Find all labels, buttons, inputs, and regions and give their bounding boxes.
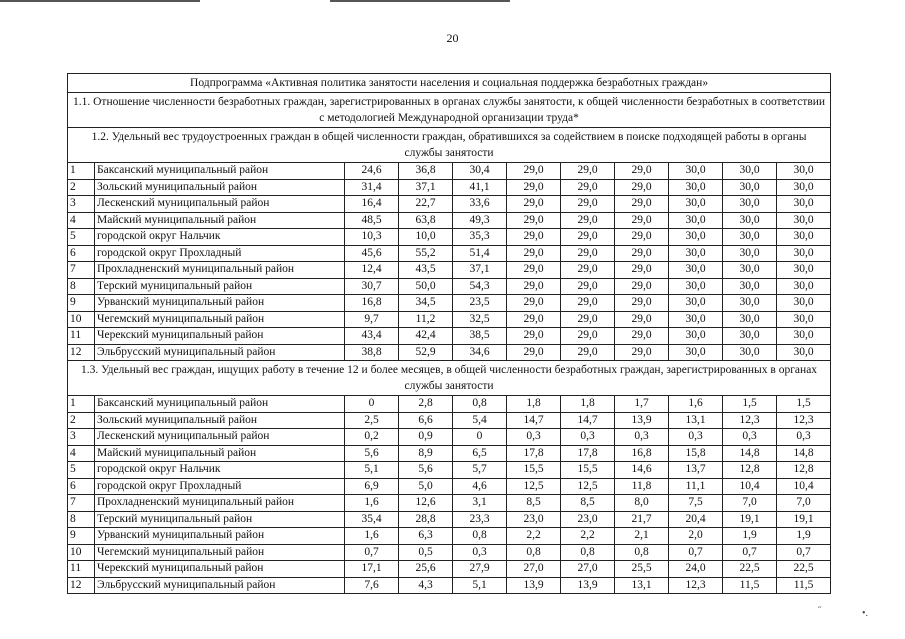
value-cell: 30,0: [777, 328, 831, 345]
value-cell: 29,0: [507, 328, 561, 345]
value-cell: 12,5: [561, 478, 615, 495]
value-cell: 2,0: [669, 528, 723, 545]
value-cell: 1,5: [777, 396, 831, 413]
value-cell: 0,8: [453, 528, 507, 545]
value-cell: 0,3: [669, 429, 723, 446]
value-cell: 0,3: [777, 429, 831, 446]
value-cell: 29,0: [507, 295, 561, 312]
district-name: Черекский муниципальный район: [95, 561, 345, 578]
value-cell: 1,7: [615, 396, 669, 413]
value-cell: 29,0: [561, 328, 615, 345]
value-cell: 29,0: [615, 245, 669, 262]
row-number: 3: [68, 196, 95, 213]
value-cell: 23,5: [453, 295, 507, 312]
value-cell: 6,6: [399, 412, 453, 429]
district-name: городской округ Нальчик: [95, 229, 345, 246]
value-cell: 30,0: [723, 179, 777, 196]
value-cell: 29,0: [615, 311, 669, 328]
scan-artifact-line: [0, 0, 200, 2]
value-cell: 0,7: [345, 544, 399, 561]
value-cell: 5,0: [399, 478, 453, 495]
value-cell: 54,3: [453, 278, 507, 295]
value-cell: 29,0: [561, 311, 615, 328]
value-cell: 23,0: [561, 511, 615, 528]
table-row: [68, 245, 831, 262]
value-cell: 13,9: [561, 577, 615, 594]
value-cell: 36,8: [399, 163, 453, 180]
value-cell: 1,6: [345, 495, 399, 512]
value-cell: 29,0: [561, 196, 615, 213]
value-cell: 30,0: [723, 245, 777, 262]
value-cell: 17,1: [345, 561, 399, 578]
value-cell: 31,4: [345, 179, 399, 196]
value-cell: 30,0: [669, 245, 723, 262]
value-cell: 14,6: [615, 462, 669, 479]
value-cell: 29,0: [615, 229, 669, 246]
value-cell: 11,5: [777, 577, 831, 594]
value-cell: 30,0: [723, 196, 777, 213]
value-cell: 29,0: [507, 311, 561, 328]
value-cell: 29,0: [507, 212, 561, 229]
row-number: 5: [68, 462, 95, 479]
value-cell: 2,5: [345, 412, 399, 429]
value-cell: 1,5: [723, 396, 777, 413]
value-cell: 16,8: [345, 295, 399, 312]
value-cell: 29,0: [561, 179, 615, 196]
row-number: 7: [68, 262, 95, 279]
value-cell: 30,0: [723, 278, 777, 295]
value-cell: 29,0: [615, 295, 669, 312]
table-row: [68, 528, 831, 545]
value-cell: 29,0: [561, 344, 615, 361]
row-number: 12: [68, 577, 95, 594]
value-cell: 30,0: [777, 179, 831, 196]
table-row: [68, 196, 831, 213]
table-row: [68, 163, 831, 180]
value-cell: 1,9: [777, 528, 831, 545]
indicators-table: [67, 73, 831, 594]
subprogram-title: Подпрограмма «Активная политика занятости населения и социальная поддержка безработных граждан»: [68, 74, 831, 93]
value-cell: 4,6: [453, 478, 507, 495]
value-cell: 12,5: [507, 478, 561, 495]
value-cell: 34,6: [453, 344, 507, 361]
value-cell: 9,7: [345, 311, 399, 328]
value-cell: 17,8: [507, 445, 561, 462]
value-cell: 30,0: [723, 262, 777, 279]
value-cell: 12,3: [669, 577, 723, 594]
district-name: Баксанский муниципальный район: [95, 163, 345, 180]
district-name: Урванский муниципальный район: [95, 295, 345, 312]
scan-mark: ˝: [818, 606, 822, 617]
value-cell: 30,0: [669, 344, 723, 361]
value-cell: 29,0: [615, 179, 669, 196]
district-name: Прохладненский муниципальный район: [95, 495, 345, 512]
row-number: 6: [68, 245, 95, 262]
value-cell: 10,3: [345, 229, 399, 246]
table-row: [68, 511, 831, 528]
value-cell: 4,3: [399, 577, 453, 594]
value-cell: 11,5: [723, 577, 777, 594]
district-name: Эльбрусский муниципальный район: [95, 344, 345, 361]
row-number: 2: [68, 179, 95, 196]
indicator-1-1-title: 1.1. Отношение численности безработных граждан, зарегистрированных в органах службы занятости, к общей численности безработных в соответствии с методологией Международной организации труда*: [68, 93, 831, 128]
table-row: [68, 229, 831, 246]
row-number: 9: [68, 295, 95, 312]
value-cell: 29,0: [615, 212, 669, 229]
table-row: [68, 344, 831, 361]
value-cell: 19,1: [777, 511, 831, 528]
value-cell: 27,9: [453, 561, 507, 578]
district-name: городской округ Прохладный: [95, 478, 345, 495]
value-cell: 30,0: [777, 229, 831, 246]
district-name: Терский муниципальный район: [95, 278, 345, 295]
value-cell: 12,8: [723, 462, 777, 479]
value-cell: 30,0: [723, 344, 777, 361]
value-cell: 28,8: [399, 511, 453, 528]
value-cell: 6,9: [345, 478, 399, 495]
value-cell: 29,0: [507, 196, 561, 213]
value-cell: 12,3: [723, 412, 777, 429]
value-cell: 29,0: [561, 295, 615, 312]
value-cell: 10,4: [723, 478, 777, 495]
row-number: 12: [68, 344, 95, 361]
district-name: городской округ Нальчик: [95, 462, 345, 479]
value-cell: 43,5: [399, 262, 453, 279]
value-cell: 30,4: [453, 163, 507, 180]
value-cell: 1,8: [561, 396, 615, 413]
value-cell: 13,7: [669, 462, 723, 479]
value-cell: 51,4: [453, 245, 507, 262]
row-number: 5: [68, 229, 95, 246]
value-cell: 0,7: [777, 544, 831, 561]
row-number: 9: [68, 528, 95, 545]
value-cell: 33,6: [453, 196, 507, 213]
value-cell: 22,5: [723, 561, 777, 578]
value-cell: 0,7: [723, 544, 777, 561]
row-number: 8: [68, 511, 95, 528]
value-cell: 13,1: [669, 412, 723, 429]
value-cell: 12,8: [777, 462, 831, 479]
value-cell: 30,0: [777, 262, 831, 279]
district-name: Баксанский муниципальный район: [95, 396, 345, 413]
value-cell: 8,5: [507, 495, 561, 512]
value-cell: 7,0: [777, 495, 831, 512]
value-cell: 17,8: [561, 445, 615, 462]
value-cell: 35,4: [345, 511, 399, 528]
value-cell: 0,3: [615, 429, 669, 446]
value-cell: 30,0: [669, 311, 723, 328]
value-cell: 30,0: [777, 295, 831, 312]
value-cell: 2,2: [561, 528, 615, 545]
district-name: Зольский муниципальный район: [95, 179, 345, 196]
row-number: 10: [68, 544, 95, 561]
row-number: 11: [68, 328, 95, 345]
value-cell: 15,5: [507, 462, 561, 479]
district-name: Чегемский муниципальный район: [95, 311, 345, 328]
value-cell: 38,8: [345, 344, 399, 361]
value-cell: 27,0: [561, 561, 615, 578]
value-cell: 5,1: [453, 577, 507, 594]
value-cell: 21,7: [615, 511, 669, 528]
section-1-2-title: 1.2. Удельный вес трудоустроенных граждан в общей численности граждан, обратившихся за содействием в поиске подходящей работы в органы службы занятости: [68, 128, 831, 163]
value-cell: 1,9: [723, 528, 777, 545]
value-cell: 30,0: [777, 245, 831, 262]
value-cell: 19,1: [723, 511, 777, 528]
value-cell: 29,0: [507, 344, 561, 361]
district-name: Зольский муниципальный район: [95, 412, 345, 429]
table-row: [68, 561, 831, 578]
value-cell: 50,0: [399, 278, 453, 295]
table-row: [68, 445, 831, 462]
scan-artifact-line: [330, 0, 510, 2]
value-cell: 11,1: [669, 478, 723, 495]
value-cell: 2,8: [399, 396, 453, 413]
value-cell: 14,7: [507, 412, 561, 429]
value-cell: 29,0: [561, 245, 615, 262]
value-cell: 29,0: [507, 262, 561, 279]
value-cell: 30,0: [777, 196, 831, 213]
table-row: [68, 429, 831, 446]
value-cell: 0,3: [723, 429, 777, 446]
value-cell: 7,6: [345, 577, 399, 594]
row-number: 4: [68, 212, 95, 229]
value-cell: 30,0: [669, 328, 723, 345]
value-cell: 35,3: [453, 229, 507, 246]
value-cell: 30,0: [669, 196, 723, 213]
row-number: 7: [68, 495, 95, 512]
value-cell: 37,1: [399, 179, 453, 196]
value-cell: 16,4: [345, 196, 399, 213]
district-name: городской округ Прохладный: [95, 245, 345, 262]
value-cell: 29,0: [615, 328, 669, 345]
value-cell: 3,1: [453, 495, 507, 512]
value-cell: 25,6: [399, 561, 453, 578]
value-cell: 0,8: [615, 544, 669, 561]
value-cell: 41,1: [453, 179, 507, 196]
value-cell: 0: [345, 396, 399, 413]
value-cell: 29,0: [615, 163, 669, 180]
value-cell: 7,0: [723, 495, 777, 512]
value-cell: 0,9: [399, 429, 453, 446]
value-cell: 15,8: [669, 445, 723, 462]
value-cell: 29,0: [615, 344, 669, 361]
value-cell: 38,5: [453, 328, 507, 345]
value-cell: 30,0: [669, 295, 723, 312]
value-cell: 0: [453, 429, 507, 446]
value-cell: 29,0: [507, 245, 561, 262]
table-row: [68, 544, 831, 561]
value-cell: 0,3: [507, 429, 561, 446]
value-cell: 12,6: [399, 495, 453, 512]
value-cell: 22,5: [777, 561, 831, 578]
value-cell: 25,5: [615, 561, 669, 578]
value-cell: 15,5: [561, 462, 615, 479]
value-cell: 30,0: [723, 328, 777, 345]
value-cell: 1,8: [507, 396, 561, 413]
value-cell: 12,4: [345, 262, 399, 279]
value-cell: 2,1: [615, 528, 669, 545]
value-cell: 8,9: [399, 445, 453, 462]
value-cell: 14,8: [723, 445, 777, 462]
value-cell: 52,9: [399, 344, 453, 361]
table-row: [68, 212, 831, 229]
value-cell: 45,6: [345, 245, 399, 262]
value-cell: 6,5: [453, 445, 507, 462]
district-name: Чегемский муниципальный район: [95, 544, 345, 561]
value-cell: 10,4: [777, 478, 831, 495]
table-row: [68, 262, 831, 279]
district-name: Урванский муниципальный район: [95, 528, 345, 545]
row-number: 8: [68, 278, 95, 295]
value-cell: 13,9: [507, 577, 561, 594]
value-cell: 49,3: [453, 212, 507, 229]
value-cell: 20,4: [669, 511, 723, 528]
value-cell: 30,0: [723, 229, 777, 246]
value-cell: 5,6: [399, 462, 453, 479]
value-cell: 32,5: [453, 311, 507, 328]
value-cell: 30,0: [777, 163, 831, 180]
value-cell: 22,7: [399, 196, 453, 213]
value-cell: 30,0: [777, 278, 831, 295]
row-number: 10: [68, 311, 95, 328]
value-cell: 29,0: [507, 229, 561, 246]
value-cell: 24,0: [669, 561, 723, 578]
value-cell: 7,5: [669, 495, 723, 512]
value-cell: 55,2: [399, 245, 453, 262]
value-cell: 16,8: [615, 445, 669, 462]
value-cell: 13,1: [615, 577, 669, 594]
value-cell: 30,0: [669, 179, 723, 196]
value-cell: 24,6: [345, 163, 399, 180]
value-cell: 10,0: [399, 229, 453, 246]
page-number: 20: [446, 31, 459, 45]
value-cell: 30,7: [345, 278, 399, 295]
table-row: [68, 179, 831, 196]
scan-mark: •.: [862, 608, 869, 619]
row-number: 11: [68, 561, 95, 578]
value-cell: 1,6: [345, 528, 399, 545]
value-cell: 29,0: [507, 163, 561, 180]
value-cell: 30,0: [669, 212, 723, 229]
value-cell: 29,0: [561, 229, 615, 246]
table-row: [68, 577, 831, 594]
district-name: Эльбрусский муниципальный район: [95, 577, 345, 594]
value-cell: 29,0: [615, 262, 669, 279]
value-cell: 29,0: [561, 278, 615, 295]
value-cell: 29,0: [561, 163, 615, 180]
value-cell: 11,8: [615, 478, 669, 495]
row-number: 3: [68, 429, 95, 446]
value-cell: 29,0: [561, 212, 615, 229]
district-name: Черекский муниципальный район: [95, 328, 345, 345]
value-cell: 30,0: [723, 163, 777, 180]
table-row: [68, 278, 831, 295]
value-cell: 34,5: [399, 295, 453, 312]
value-cell: 5,1: [345, 462, 399, 479]
table-row: [68, 295, 831, 312]
value-cell: 8,5: [561, 495, 615, 512]
value-cell: 5,4: [453, 412, 507, 429]
value-cell: 1,6: [669, 396, 723, 413]
table-row: [68, 412, 831, 429]
value-cell: 29,0: [615, 196, 669, 213]
value-cell: 5,6: [345, 445, 399, 462]
value-cell: 30,0: [777, 344, 831, 361]
row-number: 1: [68, 163, 95, 180]
section-1-3-title: 1.3. Удельный вес граждан, ищущих работу в течение 12 и более месяцев, в общей численности безработных граждан, зарегистрированных в органах службы занятости: [68, 361, 831, 396]
table-row: [68, 311, 831, 328]
district-name: Лескенский муниципальный район: [95, 429, 345, 446]
district-name: Майский муниципальный район: [95, 445, 345, 462]
value-cell: 30,0: [669, 262, 723, 279]
value-cell: 42,4: [399, 328, 453, 345]
value-cell: 27,0: [507, 561, 561, 578]
table-row: [68, 478, 831, 495]
value-cell: 12,3: [777, 412, 831, 429]
value-cell: 29,0: [561, 262, 615, 279]
value-cell: 0,8: [561, 544, 615, 561]
value-cell: 0,2: [345, 429, 399, 446]
value-cell: 0,8: [507, 544, 561, 561]
value-cell: 14,7: [561, 412, 615, 429]
table-row: [68, 396, 831, 413]
value-cell: 30,0: [669, 278, 723, 295]
value-cell: 37,1: [453, 262, 507, 279]
row-number: 4: [68, 445, 95, 462]
value-cell: 6,3: [399, 528, 453, 545]
value-cell: 2,2: [507, 528, 561, 545]
value-cell: 43,4: [345, 328, 399, 345]
value-cell: 63,8: [399, 212, 453, 229]
value-cell: 0,8: [453, 396, 507, 413]
value-cell: 30,0: [777, 212, 831, 229]
row-number: 6: [68, 478, 95, 495]
value-cell: 0,7: [669, 544, 723, 561]
district-name: Прохладненский муниципальный район: [95, 262, 345, 279]
value-cell: 5,7: [453, 462, 507, 479]
value-cell: 29,0: [507, 179, 561, 196]
value-cell: 0,5: [399, 544, 453, 561]
district-name: Лескенский муниципальный район: [95, 196, 345, 213]
row-number: 2: [68, 412, 95, 429]
value-cell: 0,3: [561, 429, 615, 446]
table-row: [68, 462, 831, 479]
value-cell: 8,0: [615, 495, 669, 512]
value-cell: 11,2: [399, 311, 453, 328]
value-cell: 30,0: [723, 212, 777, 229]
row-number: 1: [68, 396, 95, 413]
value-cell: 23,3: [453, 511, 507, 528]
value-cell: 29,0: [507, 278, 561, 295]
value-cell: 30,0: [777, 311, 831, 328]
value-cell: 29,0: [615, 278, 669, 295]
table-row: [68, 495, 831, 512]
value-cell: 48,5: [345, 212, 399, 229]
value-cell: 30,0: [669, 163, 723, 180]
value-cell: 30,0: [669, 229, 723, 246]
district-name: Терский муниципальный район: [95, 511, 345, 528]
value-cell: 23,0: [507, 511, 561, 528]
value-cell: 30,0: [723, 295, 777, 312]
value-cell: 0,3: [453, 544, 507, 561]
value-cell: 30,0: [723, 311, 777, 328]
district-name: Майский муниципальный район: [95, 212, 345, 229]
value-cell: 14,8: [777, 445, 831, 462]
table-row: [68, 328, 831, 345]
value-cell: 13,9: [615, 412, 669, 429]
